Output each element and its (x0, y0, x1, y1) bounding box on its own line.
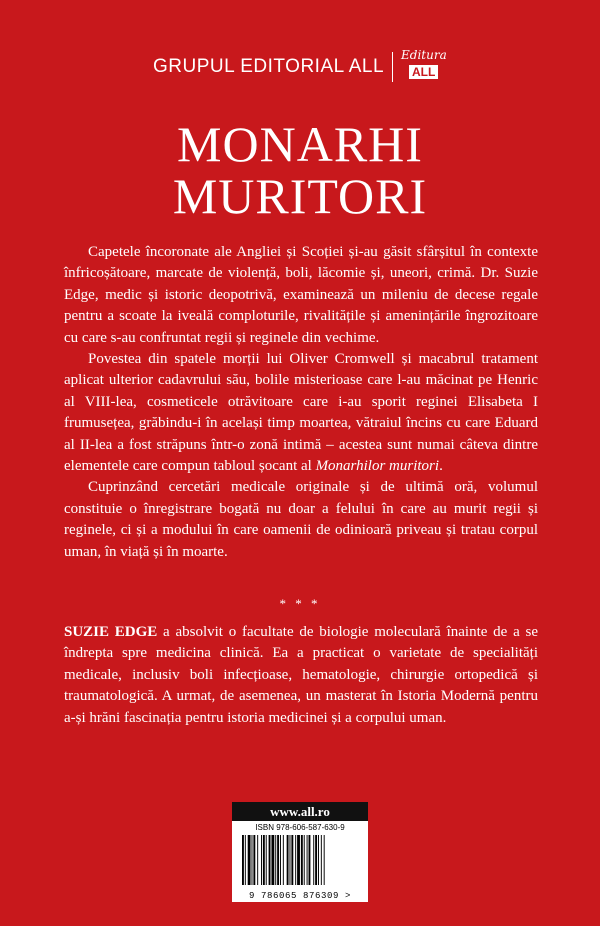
description-p2-italic: Monarhilor muritori (315, 458, 440, 475)
publisher-logo (399, 48, 447, 82)
isbn-area (232, 821, 368, 902)
book-description (64, 242, 538, 563)
description-paragraph-1: Capetele încoronate ale Angliei și Scoției și-au găsit sfârșitul în contexte înfricoșătoare, marcate de violență, boli, lăcomie și, uneori, crimă. Dr. Suzie Edge, medic și istoric deopotrivă, examinează un mileniu de decese regale pentru a scoate la iveală comploturile, rivalitățile și amenințările îngrozitoare cu care s-au confruntat regii și reginele din vechime. (64, 244, 538, 346)
author-bio-paragraph (64, 622, 538, 729)
book-title (0, 118, 600, 222)
section-separator: * * * (279, 596, 321, 611)
website-label: www.all.ro (232, 802, 368, 821)
book-title-line2: MURITORI (172, 168, 428, 224)
barcode-digits: 9 786065 876309 > (248, 891, 351, 901)
author-bio-text: a absolvit o facultate de biologie moleculară înainte de a se îndrepta spre medicina clinică. Ea a practicat o varietate de specialități medicale, inclusiv boli infecțioase, hematologie, chirurgie ortopedică și traumatologică. A urmat, de asemenea, un masterat în Istoria Modernă pentru a-și hrăni fascinația pentru istoria medicinei și a corpului uman. (64, 624, 538, 726)
publisher-logo-block: ALL (409, 65, 438, 79)
isbn-text: ISBN 978-606-587-630-9 (255, 823, 345, 832)
book-title-line1: MONARHI (177, 116, 423, 172)
publisher-logo-script: Editura (401, 48, 447, 62)
author-name: SUZIE EDGE (64, 624, 158, 640)
barcode-block (232, 802, 368, 902)
publisher-divider (392, 52, 393, 82)
description-paragraph-2 (64, 349, 538, 477)
description-paragraph-3: Cuprinzând cercetări medicale originale și de ultimă oră, volumul constituie o înregistrare bogată nu doar a felului în care au murit regii și reginele, ci și a modului în care oamenii de odinioară priveau și tratau corpul uman, în viață și în moarte. (64, 479, 538, 560)
publisher-name: GRUPUL EDITORIAL ALL (152, 56, 385, 77)
description-p2-end: . (439, 458, 443, 475)
barcode-bars (240, 835, 360, 891)
description-p2-text: Povestea din spatele morții lui Oliver Cromwell și macabrul tratament aplicat ulterior cadavrului său, bolile misterioase care l-au măcinat pe Henric al VIII-lea, cosmeticele otrăvitoare care i-au sporit reginei Elisabeta I frumusețea, grăbindu-i în același timp moartea, vătraiul încins cu care Eduard al II-lea a fost străpuns într-o zonă intimă – acestea sunt numai câteva dintre elementele care compun tabloul șocant al (64, 351, 538, 475)
author-bio (64, 622, 538, 729)
publisher-header (0, 48, 600, 82)
